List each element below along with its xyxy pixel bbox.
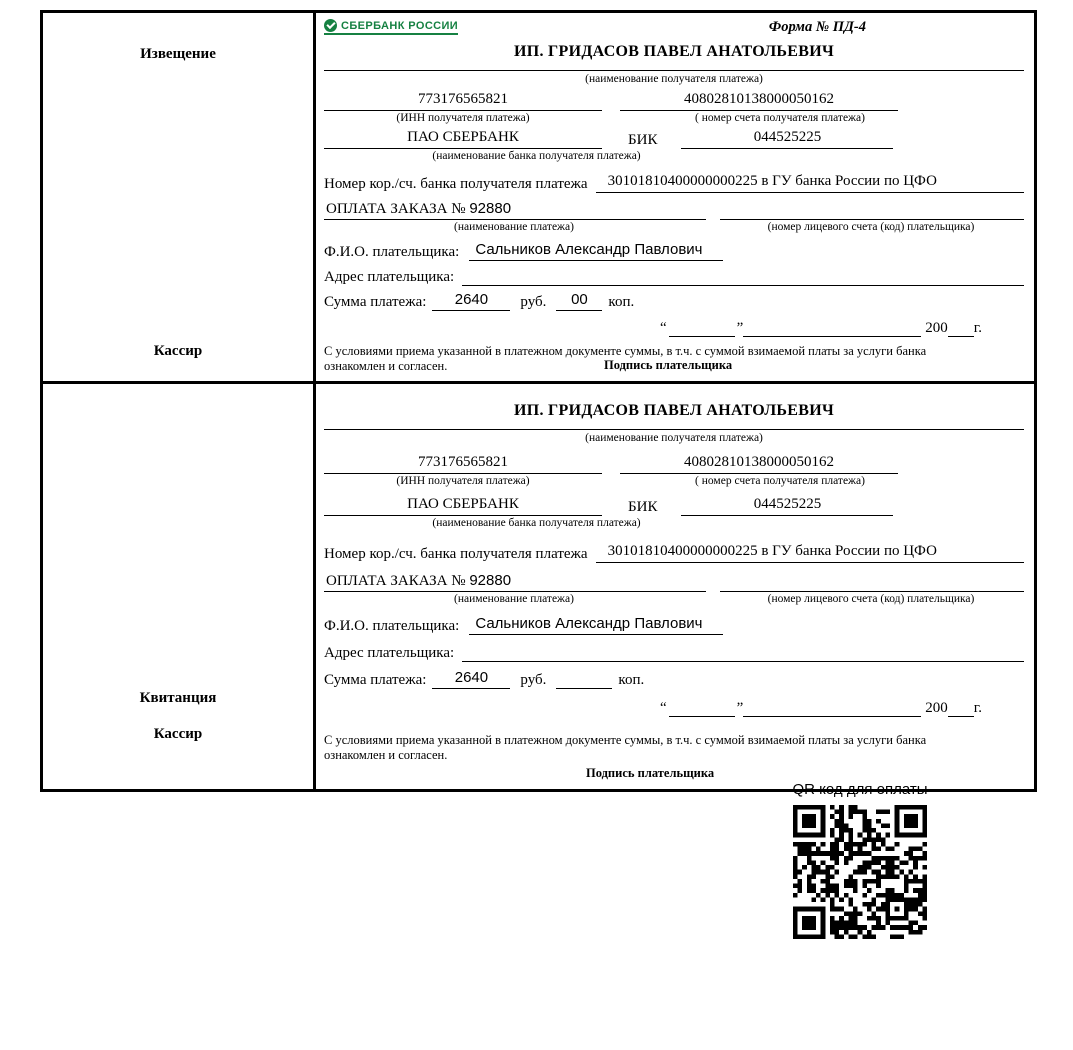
qr-caption: QR код для оплаты xyxy=(792,781,928,798)
date-quote-open: “ xyxy=(659,700,667,717)
account-caption: ( номер счета получателя платежа) xyxy=(695,112,865,125)
account-caption: ( номер счета получателя платежа) xyxy=(695,474,865,487)
order-number-value: 92880 xyxy=(469,199,512,217)
corr-account-value: 30101810400000000225 xyxy=(607,172,758,189)
notice-section xyxy=(43,13,1034,381)
payment-name-caption: (наименование платежа) xyxy=(454,220,574,233)
year-prefix: 200 xyxy=(925,319,948,336)
recipient-caption: (наименование получателя платежа) xyxy=(585,432,763,445)
receipt-left-column xyxy=(43,384,316,788)
personal-account-field xyxy=(720,200,1024,220)
qr-block xyxy=(757,781,963,939)
bank-name-caption: (наименование банка получателя платежа) xyxy=(432,516,641,529)
payer-name-field xyxy=(469,615,723,635)
amount-kop-field xyxy=(556,669,612,689)
bik-value: 044525225 xyxy=(753,495,822,512)
payer-signature-label: Подпись плательщика xyxy=(586,765,715,780)
payer-address-label: Адрес плательщика: xyxy=(324,268,455,285)
amount-rub-value: 2640 xyxy=(454,669,489,687)
sberbank-logo-bar xyxy=(324,33,458,35)
kop-label: коп. xyxy=(618,672,645,689)
payment-purpose-field xyxy=(324,200,706,220)
date-month-line xyxy=(743,697,921,717)
personal-account-field xyxy=(720,572,1024,592)
inn-caption: (ИНН получателя платежа) xyxy=(396,112,530,125)
bik-label: БИК xyxy=(628,132,658,149)
payer-address-field xyxy=(462,642,1024,662)
form-number: Форма № ПД-4 xyxy=(768,19,866,35)
date-day-line xyxy=(669,317,735,337)
notice-form-body xyxy=(316,13,1034,381)
recipient-caption: (наименование получателя платежа) xyxy=(585,73,763,85)
amount-kop-field xyxy=(556,291,602,311)
bank-name-field xyxy=(324,496,602,516)
bik-value: 044525225 xyxy=(753,129,822,146)
payment-sum-label: Сумма платежа: xyxy=(324,293,427,310)
sberbank-logo xyxy=(324,19,458,35)
rub-label: руб. xyxy=(520,672,547,689)
year-line xyxy=(948,697,974,717)
year-prefix: 200 xyxy=(925,700,948,717)
account-value: 40802810138000050162 xyxy=(684,91,834,108)
inn-caption: (ИНН получателя платежа) xyxy=(396,474,530,487)
bik-label: БИК xyxy=(628,498,658,515)
personal-account-caption: (номер лицевого счета (код) плательщика) xyxy=(767,220,975,233)
amount-rub-field xyxy=(432,669,510,689)
payer-address-field xyxy=(462,266,1024,286)
corr-bank-value: в ГУ банка России по ЦФО xyxy=(761,543,937,560)
date-quote-close: ” xyxy=(736,319,744,336)
corr-account-field xyxy=(596,543,1024,563)
inn-value: 773176565821 xyxy=(418,91,508,108)
payment-purpose-field xyxy=(324,572,706,592)
amount-rub-field xyxy=(432,291,510,311)
notice-left-column xyxy=(43,13,316,381)
cashier-label: Кассир xyxy=(153,726,203,743)
recipient-name: ИП. ГРИДАСОВ ПАВЕЛ АНАТОЛЬЕВИЧ xyxy=(324,402,1024,430)
year-suffix: г. xyxy=(973,700,982,717)
pd4-form xyxy=(40,10,1037,792)
payment-sum-label: Сумма платежа: xyxy=(324,672,427,689)
corr-account-label: Номер кор./сч. банка получателя платежа xyxy=(324,546,588,563)
sberbank-icon xyxy=(324,19,337,32)
inn-field xyxy=(324,91,602,111)
bik-field xyxy=(681,129,893,149)
corr-bank-value: в ГУ банка России по ЦФО xyxy=(761,172,937,189)
receipt-section xyxy=(43,381,1034,788)
payer-signature-label: Подпись плательщика xyxy=(604,358,733,373)
inn-field xyxy=(324,454,602,474)
rub-label: руб. xyxy=(520,293,547,310)
form-header xyxy=(324,19,1024,43)
year-line xyxy=(948,317,974,337)
payment-purpose-label: ОПЛАТА ЗАКАЗА № xyxy=(326,200,466,217)
order-number-value: 92880 xyxy=(469,572,512,590)
date-quote-close: ” xyxy=(736,700,744,717)
payer-name-field xyxy=(469,241,723,261)
corr-account-value: 30101810400000000225 xyxy=(607,543,758,560)
qr-code xyxy=(793,805,927,939)
terms-text: С условиями приема указанной в платежном документе суммы, в т.ч. с суммой взимаемой платы за услуги банка ознакомлен и согласен. xyxy=(324,343,927,373)
inn-value: 773176565821 xyxy=(418,453,508,470)
account-value: 40802810138000050162 xyxy=(684,453,834,470)
bank-name-value: ПАО СБЕРБАНК xyxy=(407,495,519,512)
receipt-form-body xyxy=(316,384,1034,788)
date-day-line xyxy=(669,697,735,717)
personal-account-caption: (номер лицевого счета (код) плательщика) xyxy=(767,593,975,606)
amount-kop-value: 00 xyxy=(571,290,588,308)
payment-purpose-label: ОПЛАТА ЗАКАЗА № xyxy=(326,573,466,590)
account-field xyxy=(620,454,898,474)
amount-rub-value: 2640 xyxy=(454,290,489,308)
date-month-line xyxy=(743,317,921,337)
terms-text: С условиями приема указанной в платежном документе суммы, в т.ч. с суммой взимаемой платы за услуги банка ознакомлен и согласен. xyxy=(324,733,927,762)
payer-name-value: Сальников Александр Павлович xyxy=(475,240,703,258)
receipt-label: Квитанция xyxy=(139,690,217,707)
bank-name-value: ПАО СБЕРБАНК xyxy=(407,129,519,146)
date-quote-open: “ xyxy=(659,319,667,336)
recipient-name: ИП. ГРИДАСОВ ПАВЕЛ АНАТОЛЬЕВИЧ xyxy=(324,43,1024,71)
payer-name-value: Сальников Александр Павлович xyxy=(475,615,703,633)
kop-label: коп. xyxy=(608,293,635,310)
corr-account-label: Номер кор./сч. банка получателя платежа xyxy=(324,175,588,192)
bik-field xyxy=(681,496,893,516)
payer-address-label: Адрес плательщика: xyxy=(324,645,455,662)
payer-name-label: Ф.И.О. плательщика: xyxy=(324,618,460,635)
payment-name-caption: (наименование платежа) xyxy=(454,593,574,606)
bank-name-field xyxy=(324,129,602,149)
sberbank-logo-text: СБЕРБАНК РОССИИ xyxy=(341,19,459,32)
corr-account-field xyxy=(596,173,1024,193)
year-suffix: г. xyxy=(973,319,982,336)
cashier-label: Кассир xyxy=(153,343,203,359)
notice-label: Извещение xyxy=(140,46,216,62)
account-field xyxy=(620,91,898,111)
payer-name-label: Ф.И.О. плательщика: xyxy=(324,243,460,260)
bank-name-caption: (наименование банка получателя платежа) xyxy=(432,150,641,163)
